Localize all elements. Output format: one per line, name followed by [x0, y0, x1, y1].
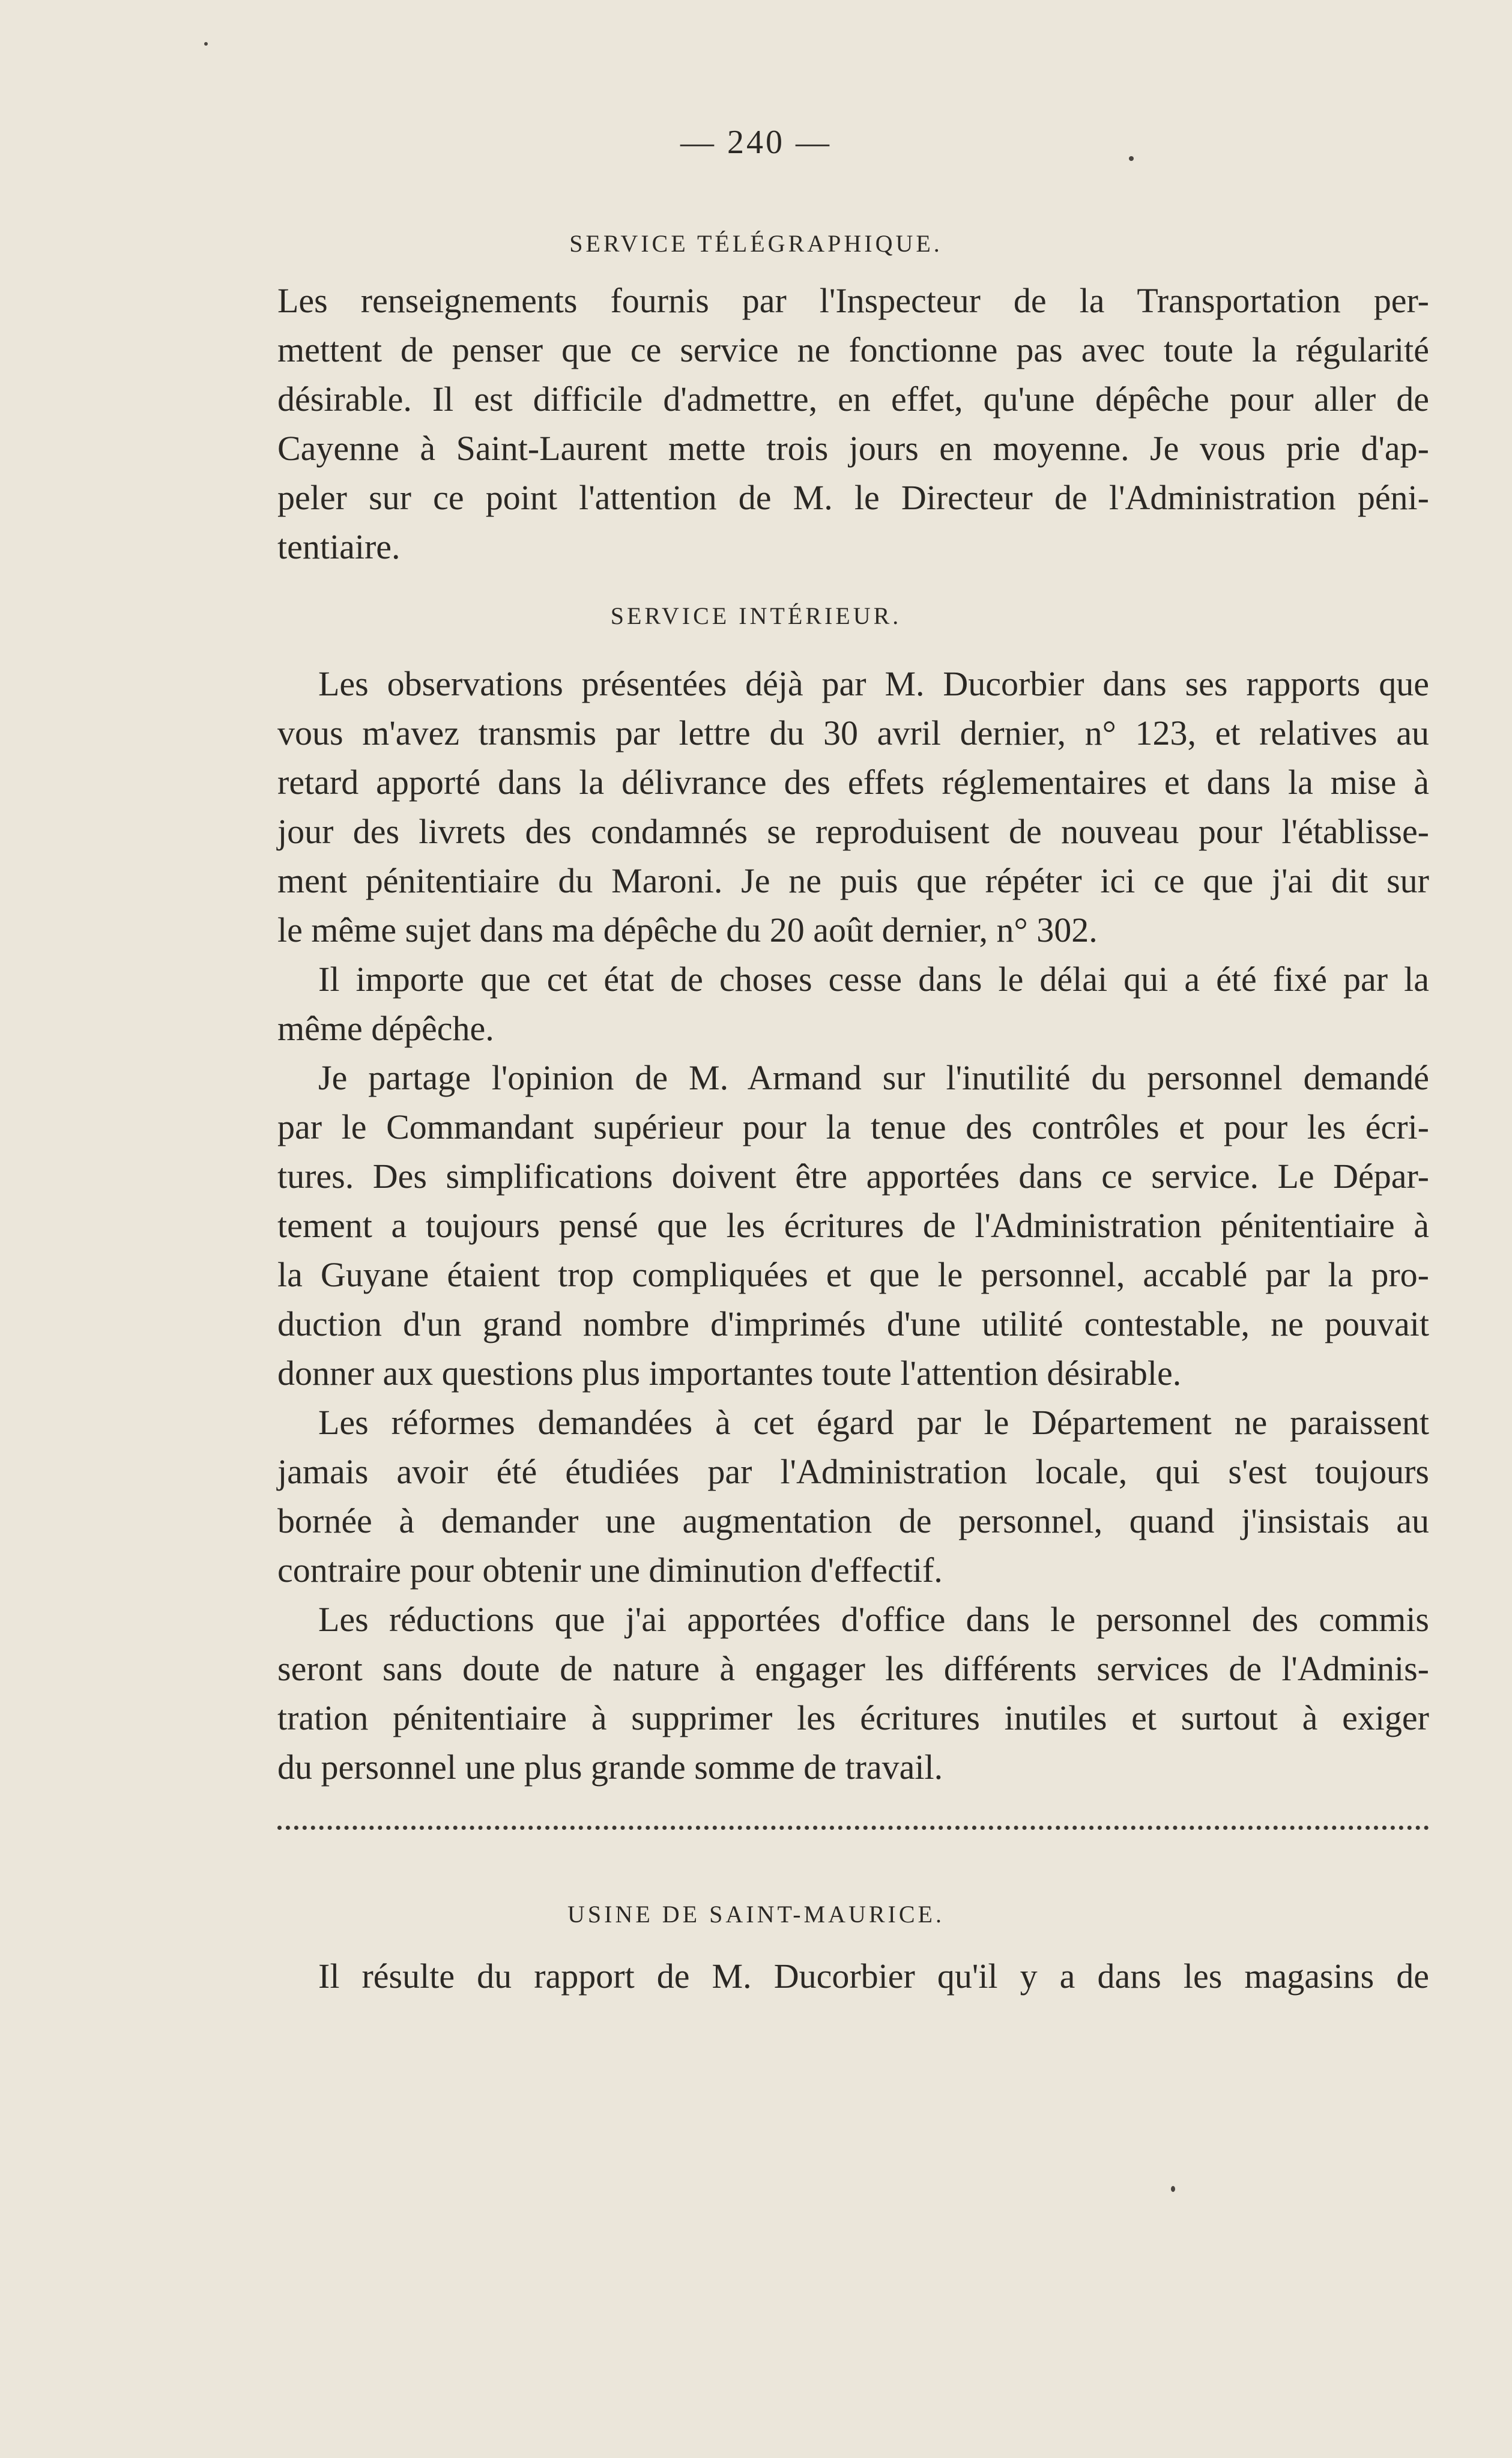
text-line: même dépêche.	[277, 1009, 494, 1048]
text-line: la Guyane étaient trop compliquées et que le personnel, accablé par la pro-	[277, 1255, 1429, 1294]
text-line: Les réformes demandées à cet égard par le Département ne paraissent	[318, 1403, 1429, 1442]
text-line: Les réductions que j'ai apportées d'office dans le personnel des commis	[318, 1600, 1429, 1639]
text-line: vous m'avez transmis par lettre du 30 avril dernier, n° 123, et relatives au	[277, 713, 1429, 752]
section-heading-interieur: SERVICE INTÉRIEUR.	[610, 602, 902, 629]
text-line: par le Commandant supérieur pour la tenue des contrôles et pour les écri-	[277, 1107, 1429, 1146]
text-line: tures. Des simplifications doivent être apportées dans ce service. Le Dépar-	[277, 1157, 1429, 1196]
text-line: jamais avoir été étudiées par l'Administration locale, qui s'est toujours	[277, 1452, 1429, 1491]
text-line: le même sujet dans ma dépêche du 20 août dernier, n° 302.	[277, 910, 1098, 949]
text-line: mettent de penser que ce service ne fonctionne pas avec toute la régularité	[277, 330, 1429, 369]
text-line: désirable. Il est difficile d'admettre, en effet, qu'une dépêche pour aller de	[277, 380, 1429, 419]
text-line: tentiaire.	[277, 527, 401, 566]
paper-speck	[1129, 156, 1134, 161]
text-line: Il résulte du rapport de M. Ducorbier qu'il y a dans les magasins de	[318, 1957, 1429, 1996]
paragraph-interieur	[277, 659, 1429, 1792]
section-heading-usine: USINE DE SAINT-MAURICE.	[567, 1901, 945, 1928]
text-line: duction d'un grand nombre d'imprimés d'une utilité contestable, ne pouvait	[277, 1304, 1429, 1343]
paper-speck	[1171, 2186, 1175, 2192]
text-line: jour des livrets des condamnés se reproduisent de nouveau pour l'établisse-	[277, 812, 1429, 851]
dotted-separator	[277, 1814, 1429, 1830]
text-line: tement a toujours pensé que les écritures de l'Administration pénitentiaire à	[277, 1206, 1429, 1245]
text-line: retard apporté dans la délivrance des effets réglementaires et dans la mise à	[277, 763, 1429, 802]
text-line: Il importe que cet état de choses cesse dans le délai qui a été fixé par la	[318, 960, 1429, 999]
page-number: — 240 —	[680, 124, 832, 161]
text-line: Cayenne à Saint-Laurent mette trois jours en moyenne. Je vous prie d'ap-	[277, 429, 1429, 468]
text-line: Je partage l'opinion de M. Armand sur l'inutilité du personnel demandé	[318, 1058, 1429, 1097]
text-line: du personnel une plus grande somme de travail.	[277, 1748, 943, 1787]
text-line: tration pénitentiaire à supprimer les écritures inutiles et surtout à exiger	[277, 1698, 1429, 1737]
text-line: contraire pour obtenir une diminution d'effectif.	[277, 1551, 943, 1590]
text-line: donner aux questions plus importantes toute l'attention désirable.	[277, 1354, 1182, 1393]
text-line: Les renseignements fournis par l'Inspecteur de la Transportation per-	[277, 281, 1429, 320]
paragraph-usine	[277, 1952, 1429, 2001]
text-line: peler sur ce point l'attention de M. le Directeur de l'Administration péni-	[277, 478, 1429, 517]
text-line: seront sans doute de nature à engager les différents services de l'Adminis-	[277, 1649, 1429, 1688]
section-heading-telegraphique: SERVICE TÉLÉGRAPHIQUE.	[569, 230, 943, 257]
text-line: Les observations présentées déjà par M. Ducorbier dans ses rapports que	[318, 664, 1429, 703]
paper-speck	[204, 42, 208, 46]
text-line: ment pénitentiaire du Maroni. Je ne puis que répéter ici ce que j'ai dit sur	[277, 861, 1429, 900]
text-line: bornée à demander une augmentation de personnel, quand j'insistais au	[277, 1501, 1429, 1540]
paragraph-telegraphique	[277, 276, 1429, 572]
